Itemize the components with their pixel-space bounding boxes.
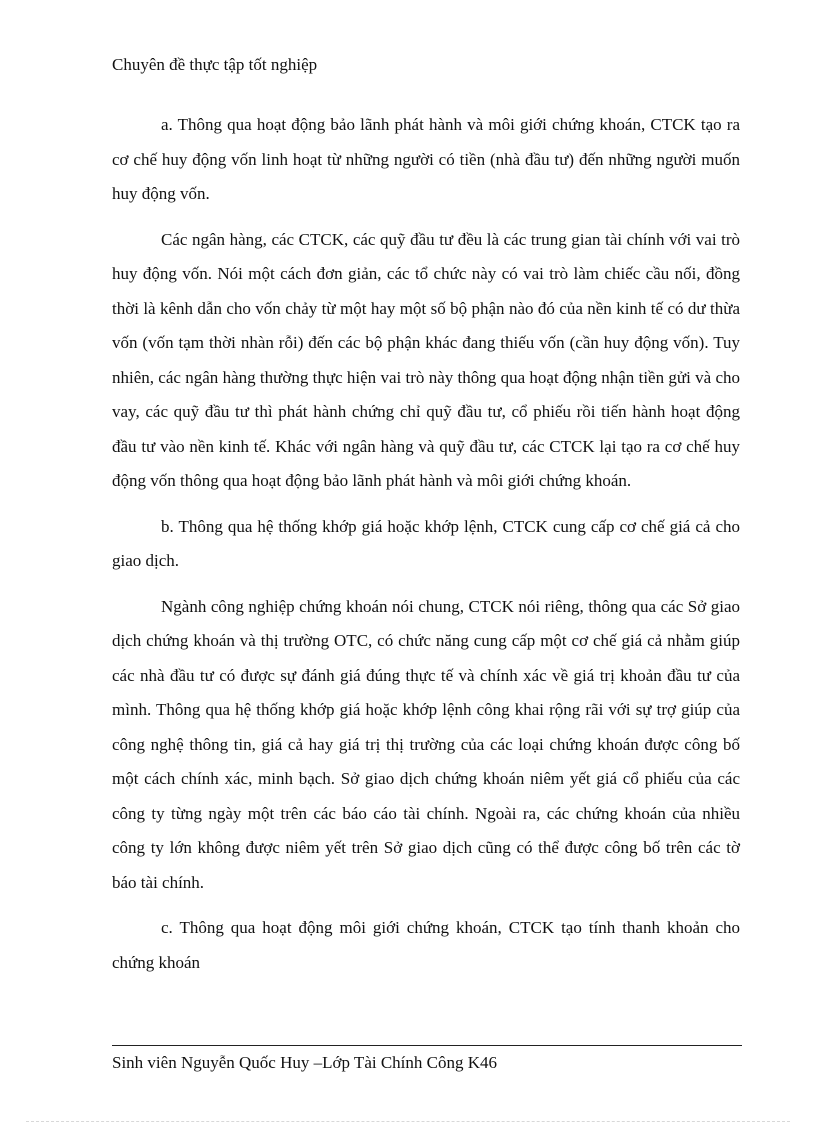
page-bottom-border	[26, 1121, 790, 1122]
page-footer: Sinh viên Nguyễn Quốc Huy –Lớp Tài Chính Công K46	[112, 1053, 498, 1072]
paragraph: Các ngân hàng, các CTCK, các quỹ đầu tư đều là các trung gian tài chính với vai trò huy động vốn. Nói một cách đơn giản, các tổ chức này có vai trò làm chiếc cầu nối, đồng thời là kênh dẫn cho vốn chảy từ một hay một số bộ phận nào đó của nền kinh tế có dư thừa vốn (vốn tạm thời nhàn rỗi) đến các bộ phận khác đang thiếu vốn (cần huy động vốn). Tuy nhiên, các ngân hàng thường thực hiện vai trò này thông qua hoạt động nhận tiền gửi và cho vay, các quỹ đầu tư thì phát hành chứng chỉ quỹ đầu tư, cổ phiếu rồi tiến hành hoạt động đầu tư vào nền kinh tế. Khác với ngân hàng và quỹ đầu tư, các CTCK lại tạo ra cơ chế huy động vốn thông qua hoạt động bảo lãnh phát hành và môi giới chứng khoán.	[112, 229, 740, 490]
page-header: Chuyên đề thực tập tốt nghiệp	[112, 55, 318, 74]
document-body	[112, 108, 740, 991]
paragraph: Ngành công nghiệp chứng khoán nói chung, CTCK nói riêng, thông qua các Sở giao dịch chứng khoán và thị trường OTC, có chức năng cung cấp một cơ chế giá cả nhằm giúp các nhà đầu tư có được sự đánh giá đúng thực tế và chính xác về giá trị khoản đầu tư của mình. Thông qua hệ thống khớp giá hoặc khớp lệnh công khai rộng rãi với sự trợ giúp của công nghệ thông tin, giá cả hay giá trị thị trường của các loại chứng khoán được công bố một cách chính xác, minh bạch. Sở giao dịch chứng khoán niêm yết giá cổ phiếu của các công ty từng ngày một trên các báo cáo tài chính. Ngoài ra, các chứng khoán của nhiều công ty lớn không được niêm yết trên Sở giao dịch cũng có thể được công bố trên các tờ báo tài chính.	[112, 596, 740, 892]
paragraph-b-heading: b. Thông qua hệ thống khớp giá hoặc khớp lệnh, CTCK cung cấp cơ chế giá cả cho giao dịch.	[112, 516, 740, 570]
paragraph-a-heading: a. Thông qua hoạt động bảo lãnh phát hành và môi giới chứng khoán, CTCK tạo ra cơ chế huy động vốn linh hoạt từ những người có tiền (nhà đầu tư) đến những người muốn huy động vốn.	[112, 115, 740, 203]
footer-divider	[112, 1045, 742, 1046]
paragraph-c-heading: c. Thông qua hoạt động môi giới chứng khoán, CTCK tạo tính thanh khoản cho chứng khoán	[112, 918, 740, 972]
